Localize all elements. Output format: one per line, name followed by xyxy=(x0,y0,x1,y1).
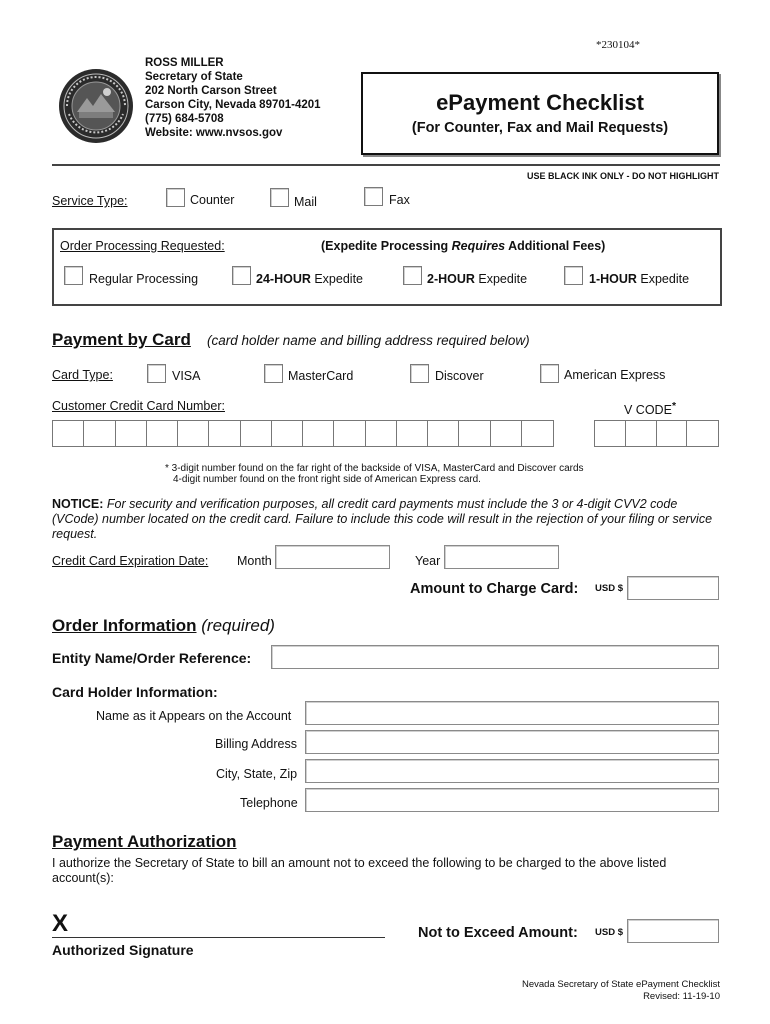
cc-digit-box[interactable] xyxy=(116,421,147,446)
name-on-account-input[interactable] xyxy=(305,701,719,725)
nte-usd-label: USD $ xyxy=(595,927,623,938)
telephone-input[interactable] xyxy=(305,788,719,812)
mail-label: Mail xyxy=(294,195,317,209)
discover-label: Discover xyxy=(435,369,484,383)
expedite-1h-label: 1-HOUR Expedite xyxy=(589,272,690,286)
name-on-account-label: Name as it Appears on the Account xyxy=(96,709,292,723)
cc-digit-box[interactable] xyxy=(84,421,115,446)
header-divider xyxy=(52,164,720,166)
website: Website: www.nvsos.gov xyxy=(145,127,283,139)
footer xyxy=(400,979,720,1003)
mail-checkbox[interactable] xyxy=(270,188,289,207)
footer-line2: Revised: 11-19-10 xyxy=(643,991,720,1002)
expedite-2h-checkbox[interactable] xyxy=(403,266,422,285)
title-box xyxy=(361,72,719,155)
counter-label: Counter xyxy=(190,193,235,207)
fax-checkbox[interactable] xyxy=(364,187,383,206)
billing-address-input[interactable] xyxy=(305,730,719,754)
page-subtitle: (For Counter, Fax and Mail Requests) xyxy=(411,120,669,136)
vcode-label: V CODE* xyxy=(624,401,676,418)
ink-notice: USE BLACK INK ONLY - DO NOT HIGHLIGHT xyxy=(527,171,720,181)
cc-number-label: Customer Credit Card Number: xyxy=(52,399,225,413)
telephone-label: Telephone xyxy=(240,796,298,810)
payment-card-heading: Payment by Card xyxy=(52,330,191,349)
city-state-zip-label: City, State, Zip xyxy=(216,767,298,781)
vcode-digit-box[interactable] xyxy=(626,421,657,446)
expedite-note: (Expedite Processing Requires Additional Fees) xyxy=(321,239,606,253)
not-to-exceed-input[interactable] xyxy=(627,919,719,943)
footer-line1: Nevada Secretary of State ePayment Checklist xyxy=(521,979,720,990)
authorization-heading: Payment Authorization xyxy=(52,832,237,851)
cc-digit-box[interactable] xyxy=(272,421,303,446)
cc-number-boxes xyxy=(52,420,554,447)
mastercard-label: MasterCard xyxy=(288,369,354,383)
order-processing-label: Order Processing Requested: xyxy=(60,239,225,253)
expiration-month-input[interactable] xyxy=(275,545,390,569)
authorized-signature-label: Authorized Signature xyxy=(52,942,194,958)
footnote-1: * 3-digit number found on the far right of the backside of VISA, MasterCard and Discover cards xyxy=(165,463,584,474)
expiration-year-input[interactable] xyxy=(444,545,559,569)
cc-digit-box[interactable] xyxy=(397,421,428,446)
amex-label: American Express xyxy=(564,368,666,382)
cc-digit-box[interactable] xyxy=(366,421,397,446)
regular-processing-checkbox[interactable] xyxy=(64,266,83,285)
address-line2: Carson City, Nevada 89701-4201 xyxy=(145,99,321,111)
footnote-2: 4-digit number found on the front right side of American Express card. xyxy=(173,474,481,485)
city-state-zip-input[interactable] xyxy=(305,759,719,783)
official-name: ROSS MILLER xyxy=(145,57,224,69)
amex-checkbox[interactable] xyxy=(540,364,559,383)
not-to-exceed-label: Not to Exceed Amount: xyxy=(418,925,578,941)
order-info-heading: Order Information (required) xyxy=(52,616,275,635)
year-label: Year xyxy=(415,554,441,568)
cc-digit-box[interactable] xyxy=(303,421,334,446)
cc-digit-box[interactable] xyxy=(178,421,209,446)
vcode-digit-box[interactable] xyxy=(687,421,718,446)
official-title: Secretary of State xyxy=(145,71,243,83)
cc-digit-box[interactable] xyxy=(53,421,84,446)
discover-checkbox[interactable] xyxy=(410,364,429,383)
card-type-label: Card Type: xyxy=(52,368,113,382)
expiration-label: Credit Card Expiration Date: xyxy=(52,554,209,568)
expedite-1h-checkbox[interactable] xyxy=(564,266,583,285)
notice-paragraph: NOTICE: For security and verification purposes, all credit card payments must include the 3 or 4-digit CVV2 code (VCode) number located on the credit card. Failure to include this code will result in the rejection of your filing or service request. xyxy=(52,497,713,541)
vcode-digit-box[interactable] xyxy=(595,421,626,446)
visa-label: VISA xyxy=(172,369,201,383)
amount-to-charge-input[interactable] xyxy=(627,576,719,600)
cc-digit-box[interactable] xyxy=(334,421,365,446)
address-block xyxy=(145,56,321,140)
month-label: Month xyxy=(237,554,272,568)
billing-address-label: Billing Address xyxy=(215,737,297,751)
amount-usd-label: USD $ xyxy=(595,583,623,594)
amount-to-charge-label: Amount to Charge Card: xyxy=(410,581,579,597)
cc-digit-box[interactable] xyxy=(428,421,459,446)
service-type-label: Service Type: xyxy=(52,194,128,208)
visa-checkbox[interactable] xyxy=(147,364,166,383)
fax-label: Fax xyxy=(389,193,410,207)
address-line1: 202 North Carson Street xyxy=(145,85,277,97)
card-holder-heading: Card Holder Information: xyxy=(52,684,218,700)
document-code: *230104* xyxy=(596,39,640,51)
vcode-boxes xyxy=(594,420,719,447)
cc-digit-box[interactable] xyxy=(147,421,178,446)
phone: (775) 684-5708 xyxy=(145,113,224,125)
entity-name-label: Entity Name/Order Reference: xyxy=(52,650,252,666)
expedite-24h-checkbox[interactable] xyxy=(232,266,251,285)
cc-digit-box[interactable] xyxy=(241,421,272,446)
signature-line[interactable] xyxy=(52,937,385,938)
cc-digit-box[interactable] xyxy=(209,421,240,446)
page-title: ePayment Checklist xyxy=(436,90,644,115)
expedite-24h-label: 24-HOUR Expedite xyxy=(256,272,363,286)
nevada-state-seal-icon xyxy=(57,68,135,144)
regular-processing-label: Regular Processing xyxy=(89,272,199,286)
cc-digit-box[interactable] xyxy=(522,421,553,446)
cc-digit-box[interactable] xyxy=(459,421,490,446)
payment-card-note: (card holder name and billing address required below) xyxy=(207,333,530,348)
mastercard-checkbox[interactable] xyxy=(264,364,283,383)
entity-name-input[interactable] xyxy=(271,645,719,669)
signature-x-mark: X xyxy=(52,910,69,937)
authorization-text: I authorize the Secretary of State to bill an amount not to exceed the following to be charged to the above listed account(s): xyxy=(52,856,667,885)
vcode-digit-box[interactable] xyxy=(657,421,688,446)
expedite-2h-label: 2-HOUR Expedite xyxy=(427,272,528,286)
counter-checkbox[interactable] xyxy=(166,188,185,207)
cc-digit-box[interactable] xyxy=(491,421,522,446)
